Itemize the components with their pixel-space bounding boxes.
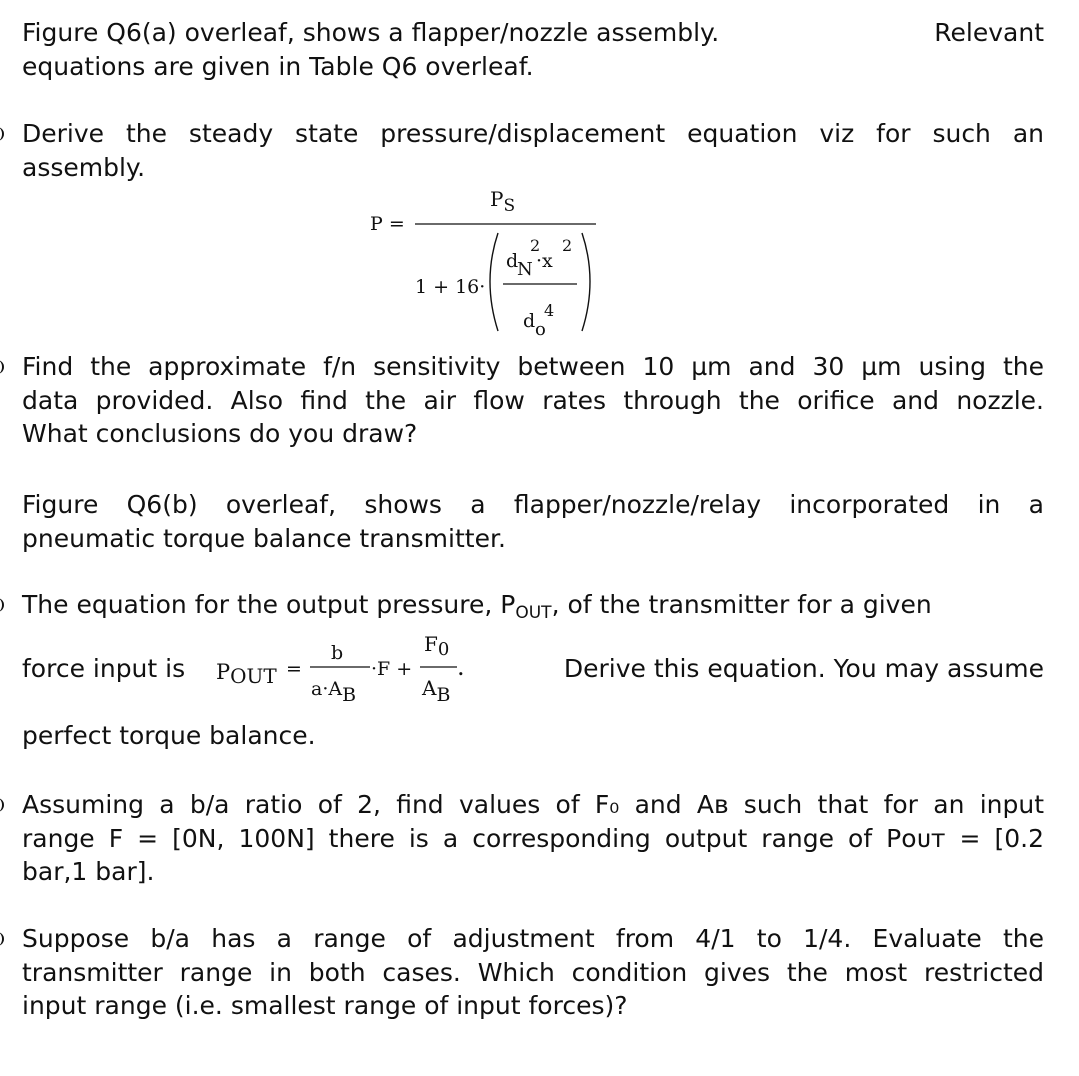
part-i-line-2: assembly. bbox=[22, 152, 146, 182]
eq1-left-paren bbox=[490, 233, 498, 331]
part-iii-line-2-a: force input is bbox=[22, 654, 186, 683]
intro-line-2: equations are given in Table Q6 overleaf. bbox=[22, 51, 534, 81]
intro-b-line-1: Figure Q6(b) overleaf, shows a flapper/nozzle/relay incorporated in a bbox=[22, 490, 1044, 519]
part-ii-line-1: Find the approximate f/n sensitivity between 10 µm and 30 µm using the bbox=[22, 352, 1044, 381]
output-pressure-equation bbox=[214, 630, 474, 714]
part-iii-line-1 bbox=[22, 588, 1044, 631]
part-iii-line-1-b: , of the transmitter for a given bbox=[551, 590, 932, 619]
intro-paragraph bbox=[22, 16, 1044, 83]
eq1-dn: d bbox=[506, 250, 519, 272]
part-iii-line-2 bbox=[22, 652, 1044, 686]
part-iv-line-2: range F = [0N, 100N] there is a corresponding output range of Pᴏᴜᴛ = [0.2 bbox=[22, 823, 1044, 853]
part-iii bbox=[22, 588, 1044, 631]
eq2-p-letter: P bbox=[216, 660, 231, 684]
eq1-do-sub: o bbox=[535, 319, 546, 340]
eq2-ab-sub: B bbox=[436, 684, 451, 706]
part-iv-line-1: Assuming a b/a ratio of 2, find values of F₀ and Aʙ such that for an input bbox=[22, 790, 1044, 819]
eq2-a-ab-text: a·A bbox=[311, 678, 343, 700]
pressure-displacement-equation bbox=[360, 185, 610, 345]
intro-line-1 bbox=[22, 16, 1044, 50]
intro-line-1-left: Figure Q6(a) overleaf, shows a flapper/nozzle assembly. bbox=[22, 18, 720, 47]
part-iv bbox=[22, 788, 1044, 889]
part-iii-line-1-a: The equation for the output pressure, P bbox=[22, 590, 516, 619]
part-v bbox=[22, 922, 1044, 1023]
part-v-line-3: input range (i.e. smallest range of input forces)? bbox=[22, 991, 628, 1020]
eq2-ab bbox=[421, 676, 450, 706]
part-i-line-1: Derive the steady state pressure/displacement equation viz for such an bbox=[22, 119, 1044, 148]
part-iv-line-3: bar,1 bar]. bbox=[22, 857, 155, 886]
eq1-x-sup: 2 bbox=[562, 236, 573, 255]
part-i-marker bbox=[0, 127, 4, 141]
eq2-f0-sub: 0 bbox=[437, 639, 450, 660]
eq1-numerator-p: P bbox=[490, 187, 504, 211]
intro-b-line-2: pneumatic torque balance transmitter. bbox=[22, 523, 506, 553]
intro-line-1-right: Relevant bbox=[934, 18, 1044, 47]
eq1-lhs: P = bbox=[370, 213, 405, 235]
eq2-f0 bbox=[424, 632, 449, 660]
eq1-one-plus: 1 + 16· bbox=[415, 276, 486, 298]
eq2-a-ab bbox=[311, 678, 356, 706]
part-ii-line-3: What conclusions do you draw? bbox=[22, 419, 418, 448]
eq2-equals: = bbox=[286, 658, 302, 680]
part-i bbox=[22, 117, 1044, 184]
part-iv-marker bbox=[0, 798, 4, 812]
part-v-marker bbox=[0, 932, 4, 946]
eq2-b: b bbox=[331, 642, 344, 664]
eq1-dn-sub: N bbox=[517, 259, 533, 280]
eq2-p-sub: OUT bbox=[230, 664, 277, 688]
p-out-subscript: OUT bbox=[515, 603, 552, 623]
part-v-line-1: Suppose b/a has a range of adjustment from 4/1 to 1/4. Evaluate the bbox=[22, 924, 1044, 953]
part-iii-line-3: perfect torque balance. bbox=[22, 721, 316, 750]
eq1-times-x: ·x bbox=[536, 250, 553, 272]
eq1-do: d bbox=[523, 310, 536, 332]
part-iii-marker bbox=[0, 598, 4, 612]
eq2-f-plus: ·F + bbox=[371, 658, 413, 680]
part-ii-line-2: data provided. Also find the air flow rates through the orifice and nozzle. bbox=[22, 385, 1044, 415]
eq2-f0-letter: F bbox=[424, 632, 438, 656]
eq1-numerator-sub: S bbox=[503, 196, 516, 216]
part-iii-line-2-b: Derive this equation. You may assume bbox=[563, 654, 1044, 683]
eq1-do-sup: 4 bbox=[544, 301, 555, 320]
eq1-right-paren bbox=[582, 233, 590, 331]
eq2-period: . bbox=[457, 653, 465, 681]
eq2-a-ab-sub: B bbox=[342, 684, 357, 706]
part-ii-marker bbox=[0, 360, 4, 374]
eq2-ab-letter: A bbox=[422, 676, 437, 700]
eq1-dn-sup: 2 bbox=[530, 236, 541, 255]
eq1-numerator bbox=[490, 187, 515, 216]
part-ii bbox=[22, 350, 1044, 451]
intro-b-paragraph bbox=[22, 488, 1044, 555]
eq2-p bbox=[216, 660, 277, 688]
part-v-line-2: transmitter range in both cases. Which condition gives the most restricted bbox=[22, 957, 1044, 987]
